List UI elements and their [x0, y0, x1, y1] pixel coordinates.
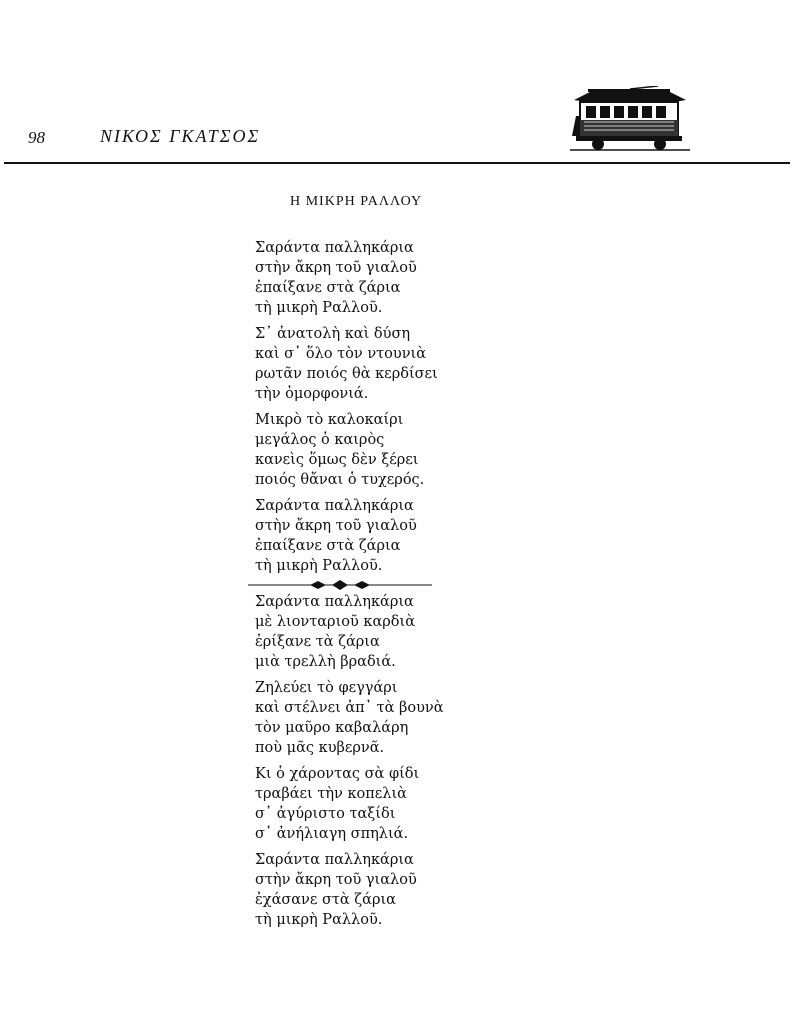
verse-line: τραβάει τὴν κοπελιὰ [255, 786, 407, 802]
verse-line: ἐχάσανε στὰ ζάρια [255, 892, 396, 908]
verse-line: Σαράντα παλληκάρια [255, 852, 414, 868]
verse-line: τὴ μικρὴ Ραλλοῦ. [255, 912, 383, 928]
verse-line: στὴν ἄκρη τοῦ γιαλοῦ [255, 872, 417, 888]
verse-line: Σαράντα παλληκάρια [255, 594, 414, 610]
section-divider-ornament [248, 578, 432, 592]
verse-line: Σαράντα παλληκάρια [255, 498, 414, 514]
verse-line: τὸν μαῦρο καβαλάρη [255, 720, 409, 736]
verse-line: τὴ μικρὴ Ραλλοῦ. [255, 558, 383, 574]
verse-line: ἐπαίξανε στὰ ζάρια [255, 280, 401, 296]
stanza-6 [255, 678, 444, 758]
poem-title: Η ΜΙΚΡΗ ΡΑΛΛΟΥ [290, 194, 423, 209]
verse-line: σ᾽ ἀνήλιαγη σπηλιά. [255, 826, 409, 842]
verse-line: στὴν ἄκρη τοῦ γιαλοῦ [255, 518, 417, 534]
tram-icon [570, 86, 690, 152]
stanza-5 [255, 592, 415, 672]
verse-line: Σ᾽ ἀνατολὴ καὶ δύση [255, 326, 411, 342]
stanza-7 [255, 764, 419, 844]
stanza-3 [255, 410, 424, 490]
verse-line: καὶ σ᾽ ὅλο τὸν ντουνιὰ [255, 346, 427, 362]
page-number: 98 [28, 128, 45, 147]
verse-line: ποὺ μᾶς κυβερνᾶ. [255, 740, 385, 756]
header-rule [4, 162, 790, 164]
stanza-4 [255, 496, 417, 576]
verse-line: καὶ στέλνει ἀπ᾽ τὰ βουνὰ [255, 700, 444, 716]
verse-line: τὴ μικρὴ Ραλλοῦ. [255, 300, 383, 316]
stanza-1 [255, 238, 417, 318]
verse-line: σ᾽ ἀγύριστο ταξίδι [255, 806, 396, 822]
verse-line: στὴν ἄκρη τοῦ γιαλοῦ [255, 260, 417, 276]
verse-line: μεγάλος ὁ καιρὸς [255, 432, 385, 448]
verse-line: Σαράντα παλληκάρια [255, 240, 414, 256]
verse-line: Ζηλεύει τὸ φεγγάρι [255, 680, 398, 696]
verse-line: ρωτᾶν ποιός θὰ κερδίσει [255, 366, 438, 382]
verse-line: ἐρίξανε τὰ ζάρια [255, 634, 380, 650]
verse-line: Κι ὁ χάροντας σὰ φίδι [255, 766, 420, 782]
stanza-8 [255, 850, 417, 930]
verse-line: ποιός θἄναι ὁ τυχερός. [255, 472, 425, 488]
verse-line: μὲ λιονταριοῦ καρδιὰ [255, 614, 415, 630]
verse-line: κανεὶς ὅμως δὲν ξέρει [255, 452, 419, 468]
verse-line: μιὰ τρελλὴ βραδιά. [255, 654, 396, 670]
verse-line: τὴν ὀμορφονιά. [255, 386, 369, 402]
author-name: ΝΙΚΟΣ ΓΚΑΤΣΟΣ [100, 126, 261, 146]
verse-line: ἐπαίξανε στὰ ζάρια [255, 538, 401, 554]
stanza-2 [255, 324, 438, 404]
verse-line: Μικρὸ τὸ καλοκαίρι [255, 412, 404, 428]
